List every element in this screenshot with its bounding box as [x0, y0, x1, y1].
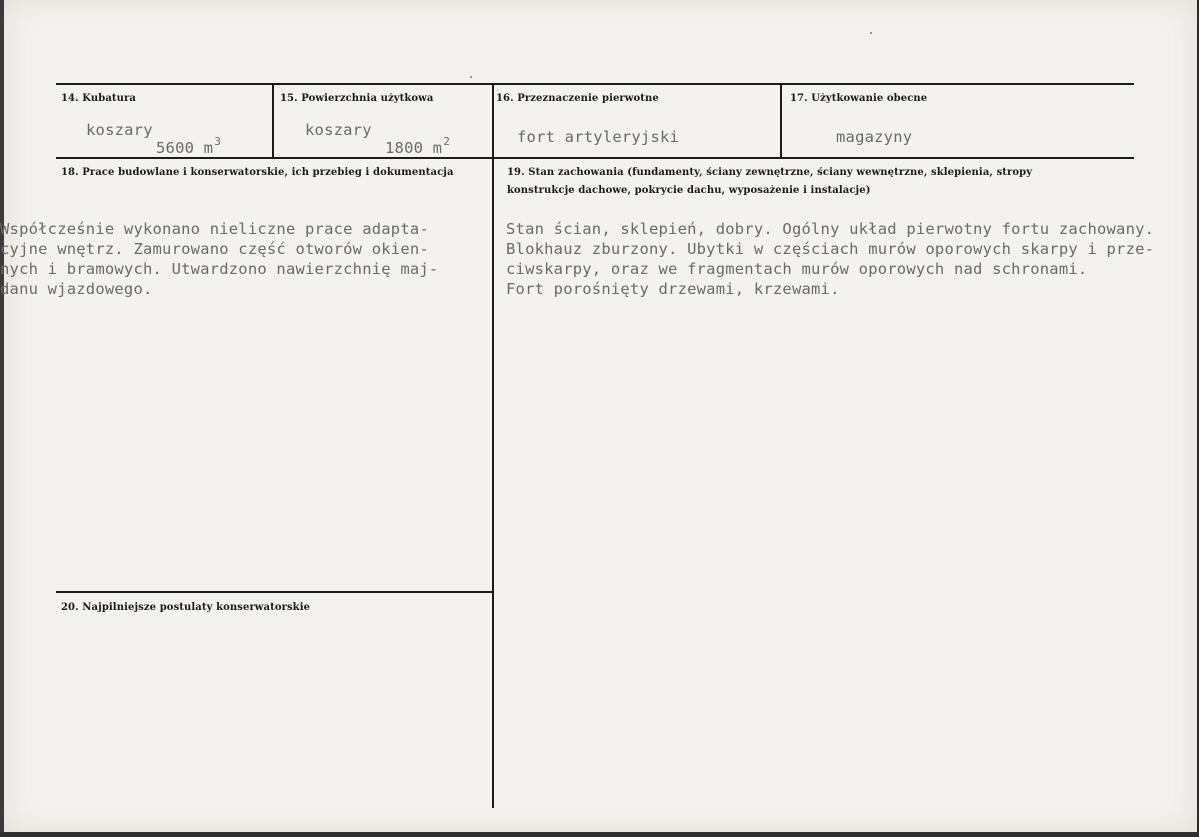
- scan-speck: [470, 76, 472, 78]
- field-19-line: ciwskarpy, oraz we fragmentach murów oporowych nad schronami.: [506, 260, 1088, 278]
- field-14-amount-text: 5600 m: [156, 139, 214, 157]
- field-20-label: 20. Najpilniejsze postulaty konserwatorskie: [61, 602, 311, 613]
- field-14-value: koszary: [86, 121, 153, 139]
- field-14-label: 14. Kubatura: [61, 93, 136, 104]
- divider-16-17: [780, 84, 782, 158]
- field-18-line: cyjne wnętrz. Zamurowano część otworów okien-: [0, 240, 429, 258]
- field-18-line: nych i bramowych. Utwardzono nawierzchnię maj-: [0, 260, 439, 278]
- field-17-label: 17. Użytkowanie obecne: [790, 93, 928, 104]
- field-19-label-line1: 19. Stan zachowania (fundamenty, ściany zewnętrzne, ściany wewnętrzne, sklepienia, stropy: [507, 167, 1033, 178]
- field-14-unit-sup: 3: [214, 135, 222, 148]
- divider-15-16: [492, 84, 494, 808]
- field-18-line: Współcześnie wykonano nieliczne prace adapta-: [0, 220, 429, 238]
- rule-field-20-top: [56, 591, 492, 593]
- field-19-line: Fort porośnięty drzewami, krzewami.: [506, 280, 840, 298]
- field-19-label-line2: konstrukcje dachowe, pokrycie dachu, wyposażenie i instalacje): [507, 185, 871, 196]
- field-14-amount: [156, 135, 222, 160]
- field-19-line: Blokhauz zburzony. Ubytki w częściach murów oporowych skarpy i prze-: [506, 240, 1155, 258]
- scan-speck: [870, 32, 872, 34]
- field-16-label: 16. Przeznaczenie pierwotne: [496, 93, 659, 104]
- rule-top: [56, 83, 1134, 85]
- field-16-value: fort artyleryjski: [517, 128, 680, 146]
- field-19-line: Stan ścian, sklepień, dobry. Ogólny układ pierwotny fortu zachowany.: [506, 220, 1155, 238]
- field-18-label: 18. Prace budowlane i konserwatorskie, ich przebieg i dokumentacja: [61, 167, 454, 178]
- divider-14-15: [272, 84, 274, 158]
- field-18-line: danu wjazdowego.: [0, 280, 153, 298]
- field-15-label: 15. Powierzchnia użytkowa: [280, 93, 434, 104]
- field-15-unit-sup: 2: [443, 135, 451, 148]
- field-17-value: magazyny: [836, 128, 913, 146]
- field-15-amount-text: 1800 m: [385, 139, 443, 157]
- field-15-amount: [385, 135, 451, 160]
- scan-bottom-edge: [0, 832, 1199, 837]
- field-15-value: koszary: [305, 121, 372, 139]
